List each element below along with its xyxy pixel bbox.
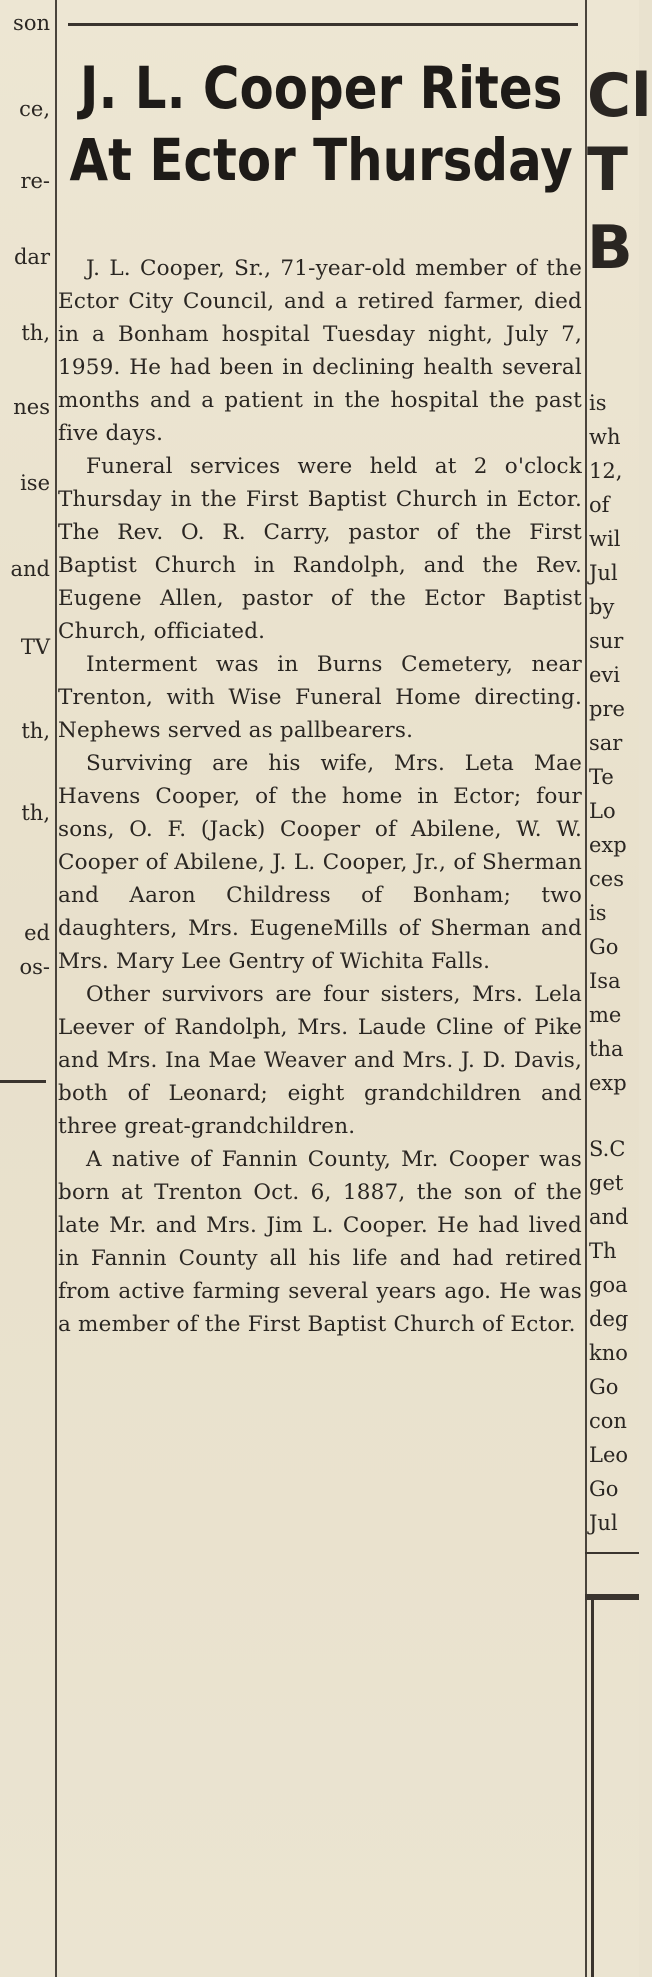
left-fragment: TV [20, 635, 50, 659]
right-fragment: evi [589, 663, 621, 687]
paragraph: A native of Fannin County, Mr. Cooper was born at Trenton Oct. 6, 1887, the son of the late Mr. and Mrs. Jim L. Cooper. He had lived in Fannin County all his life and had retired from active farming several years ago. He was a member of the First Baptist Church of Ector. [58, 1147, 582, 1337]
right-fragment: is [589, 901, 607, 925]
right-fragment: Go [589, 935, 619, 959]
right-headline-fragment: T [587, 135, 628, 205]
right-fragment: exp [589, 1071, 627, 1095]
right-fragment: Th [589, 1239, 617, 1263]
right-fragment: sur [589, 629, 624, 653]
right-fragment: Isa [589, 969, 621, 993]
right-fragment: Jul [589, 561, 618, 585]
right-fragment: ces [589, 867, 624, 891]
left-fragment: th, [21, 719, 50, 743]
right-fragment: wil [589, 527, 621, 551]
right-fragment: deg [589, 1307, 629, 1331]
left-fragment: ise [20, 471, 50, 495]
paragraph: Other survivors are four sisters, Mrs. Lela Leever of Randolph, Mrs. Laude Cline of Pike and Mrs. Ina Mae Weaver and Mrs. J. D. Davis, both of Leonard; eight grandchildren and three great-grandchildren. [58, 982, 582, 1139]
right-adjacent-column [585, 0, 652, 1977]
left-fragment: re- [20, 169, 50, 193]
left-fragment: nes [13, 395, 50, 419]
left-fragment: th, [21, 801, 50, 825]
article-headline [58, 52, 584, 196]
right-fragment: pre [589, 697, 625, 721]
left-fragment: ce, [19, 97, 50, 121]
right-column-rule [585, 1552, 639, 1554]
right-fragment: con [589, 1409, 627, 1433]
right-column-box-edge [591, 1600, 594, 1977]
left-fragment: son [13, 11, 50, 35]
column-divider-left [55, 0, 57, 1977]
paragraph: Interment was in Burns Cemetery, near Trenton, with Wise Funeral Home directing. Nephews served as pallbearers. [58, 652, 582, 743]
right-fragment: is [589, 391, 607, 415]
right-fragment: Lo [589, 799, 616, 823]
right-fragment: Leo [589, 1443, 629, 1467]
right-fragment: me [589, 1003, 622, 1027]
right-headline-fragment: Cl [587, 61, 652, 131]
right-fragment: Go [589, 1477, 619, 1501]
right-fragment: exp [589, 833, 627, 857]
left-fragment: dar [13, 245, 50, 269]
paragraph: J. L. Cooper, Sr., 71-year-old member of the Ector City Council, and a retired farmer, died in a Bonham hospital Tuesday night, July 7, 1959. He had been in declining health several months and a patient in the hospital the past five days. [58, 256, 582, 446]
right-fragment: S.C [589, 1137, 626, 1161]
right-fragment: goa [589, 1273, 628, 1297]
paragraph: Surviving are his wife, Mrs. Leta Mae Havens Cooper, of the home in Ector; four sons, O. F. (Jack) Cooper of Abilene, W. W. Cooper of Abilene, J. L. Cooper, Jr., of Sherman and Aaron Childress of Bonham; two daughters, Mrs. EugeneMills of Sherman and Mrs. Mary Lee Gentry of Wichita Falls. [58, 751, 582, 974]
headline-line-2: At Ector Thursday [69, 126, 573, 194]
right-fragment: tha [589, 1037, 624, 1061]
right-fragment: of [589, 493, 610, 517]
right-fragment: by [589, 595, 615, 619]
right-fragment: wh [589, 425, 621, 449]
right-fragment: get [589, 1171, 624, 1195]
top-rule [68, 23, 578, 26]
headline-line-1: J. L. Cooper Rites [79, 54, 563, 122]
article-body [58, 252, 582, 1341]
left-fragment: and [10, 557, 50, 581]
left-fragment: os- [19, 955, 50, 979]
right-fragment: Jul [589, 1511, 618, 1535]
obituary-article [58, 0, 582, 1977]
left-fragment: th, [21, 321, 50, 345]
right-fragment: Te [589, 765, 614, 789]
paragraph: Funeral services were held at 2 o'clock Thursday in the First Baptist Church in Ector. The Rev. O. R. Carry, pastor of the First Baptist Church in Randolph, and the Rev. Eugene Allen, pastor of the Ector Baptist Church, officiated. [58, 454, 582, 644]
left-adjacent-column [0, 0, 54, 1977]
right-fragment: kno [589, 1341, 628, 1365]
right-fragment: and [589, 1205, 629, 1229]
left-column-rule [0, 1080, 46, 1083]
right-fragment: 12, [589, 459, 623, 483]
right-fragment: Go [589, 1375, 619, 1399]
right-headline-fragment: B [587, 213, 633, 283]
left-fragment: ed [24, 921, 50, 945]
right-fragment: sar [589, 731, 623, 755]
